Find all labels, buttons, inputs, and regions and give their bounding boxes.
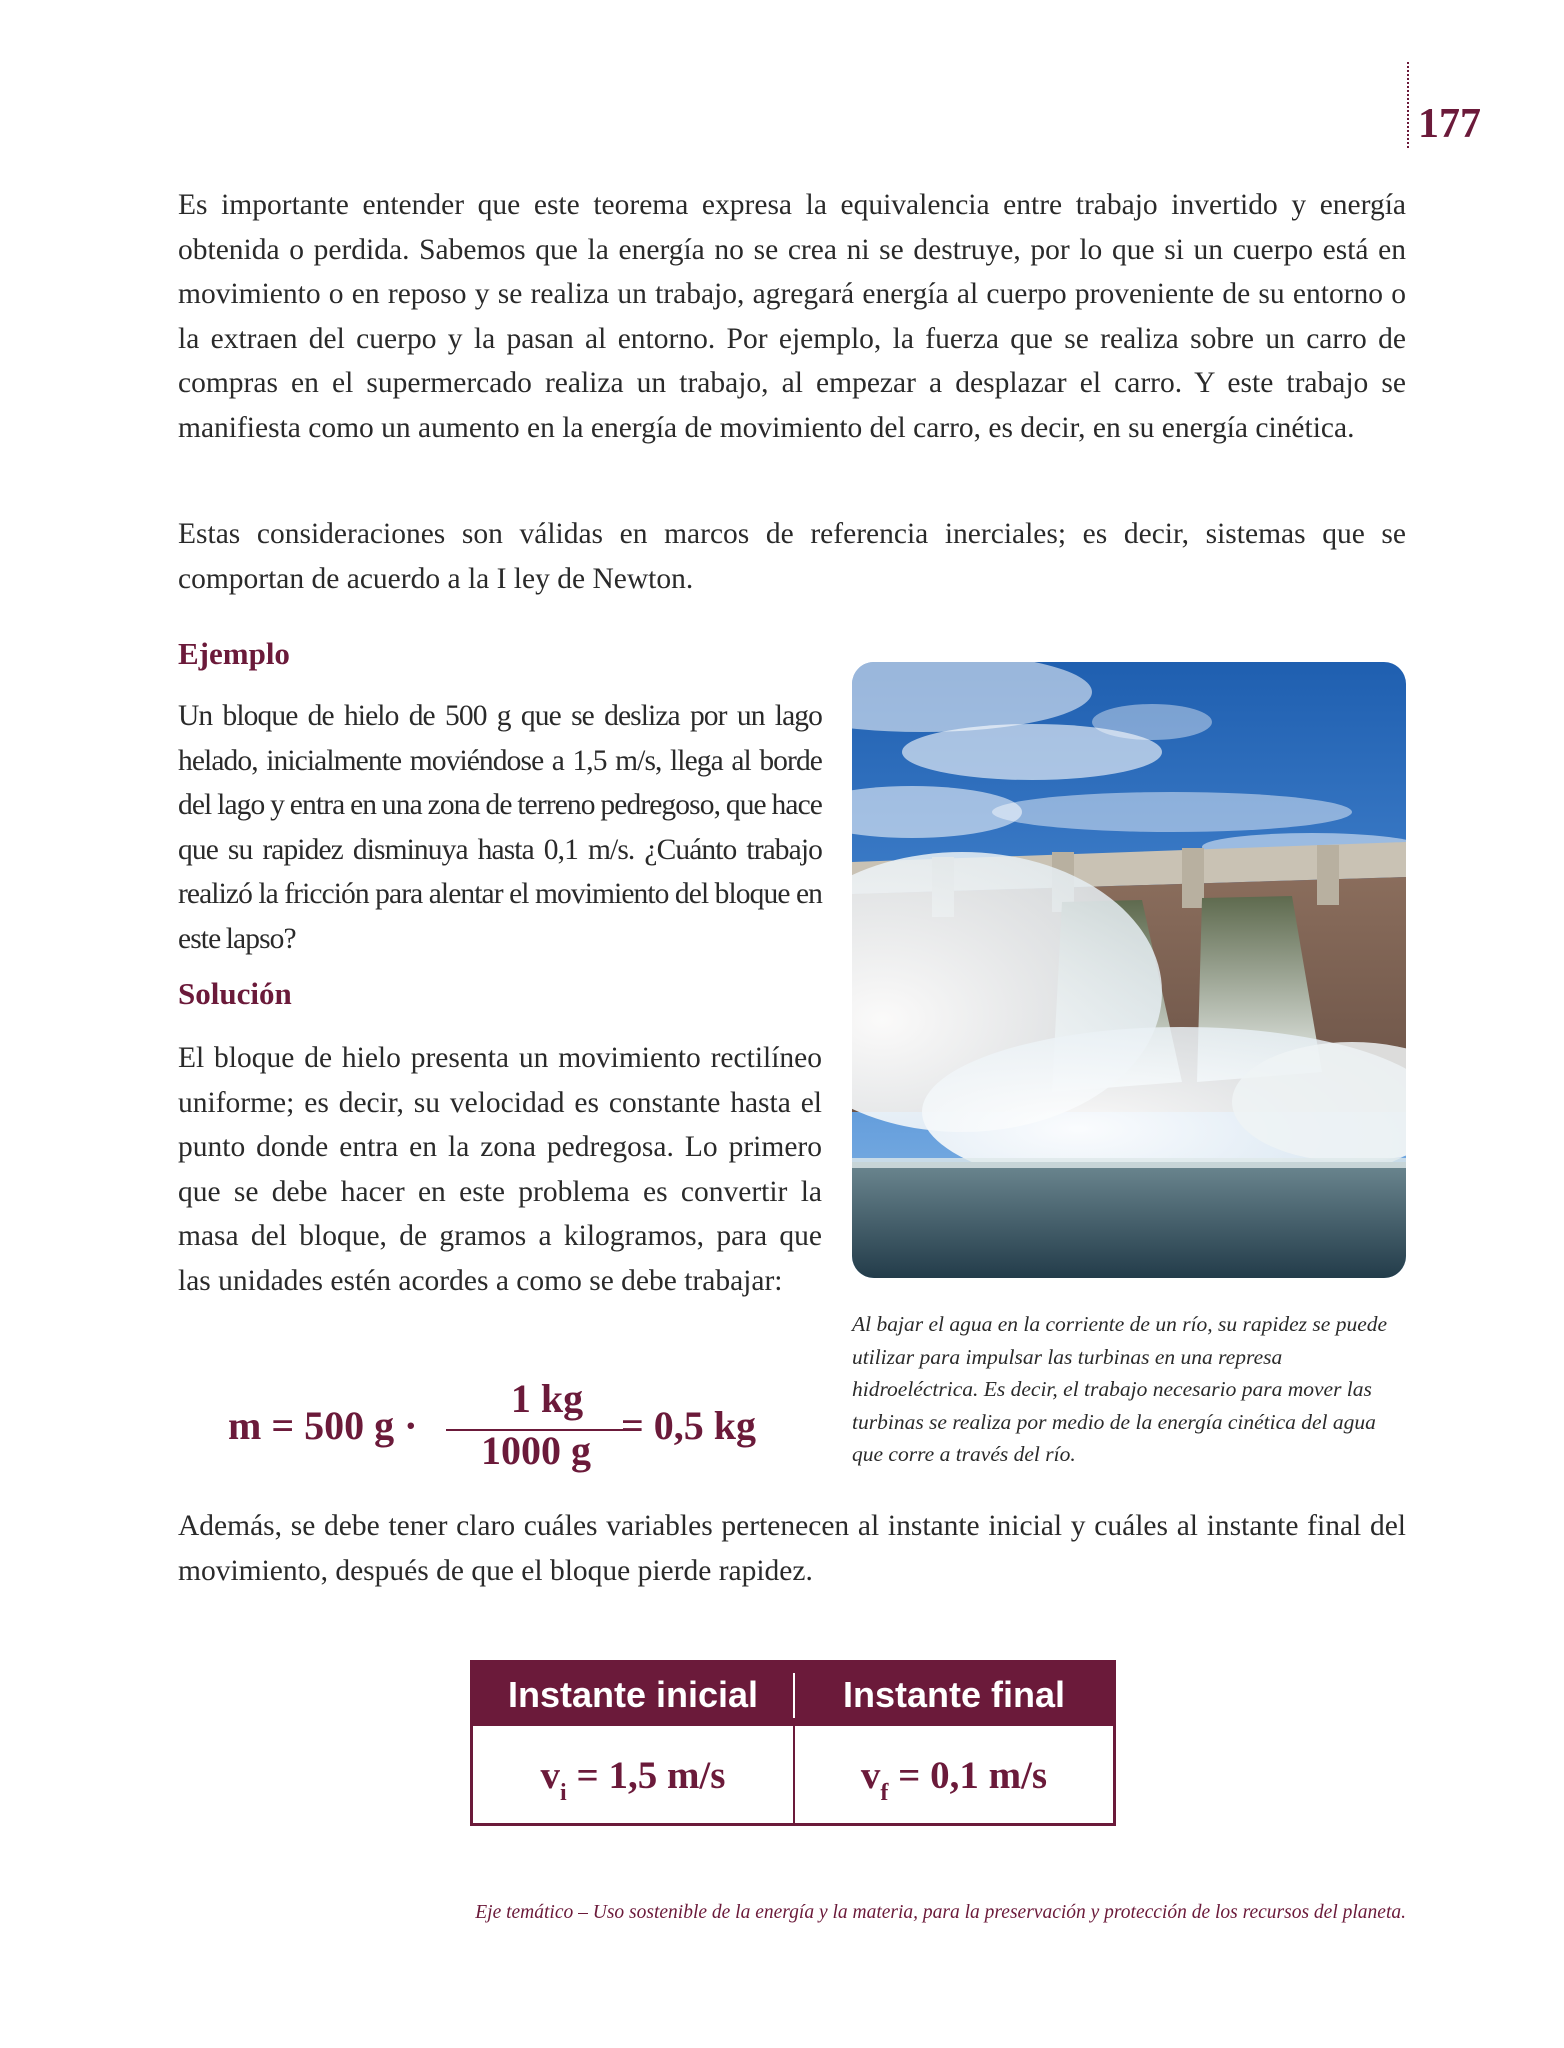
page-number-rule xyxy=(1407,62,1409,148)
intro-paragraph: Es importante entender que este teorema expresa la equivalencia entre trabajo invertido y energía obtenida o perdida. Sabemos que la energía no se crea ni se destruye, por lo que si un cuerpo está en movimiento o en reposo y se realiza un trabajo, agregará energía al cuerpo proveniente de su entorno o la extraen del cuerpo y la pasan al entorno. Por ejemplo, la fuerza que se realiza sobre un carro de compras en el supermercado realiza un trabajo, al empezar a desplazar el carro. Y este trabajo se manifiesta como un aumento en la energía de movimiento del carro, es decir, en su energía cinética. xyxy=(178,189,1406,444)
final-value: = 0,1 m/s xyxy=(898,1754,1048,1797)
mass-conversion-equation xyxy=(228,1375,788,1485)
initial-value: = 1,5 m/s xyxy=(576,1754,726,1797)
final-subscript: f xyxy=(880,1780,889,1806)
velocity-table xyxy=(470,1660,1116,1826)
final-symbol: v xyxy=(860,1754,881,1797)
equation-numerator: 1 kg xyxy=(510,1376,584,1421)
example-heading: Ejemplo xyxy=(178,636,290,671)
photo-caption: Al bajar el agua en la corriente de un río, su rapidez se puede utilizar para impulsar las turbinas en una represa hidroeléctrica. Es decir, el trabajo necesario para mover las turbinas se realiza por medio de la energía cinética del agua que corre a través del río. xyxy=(852,1312,1388,1466)
equation-rhs: = 0,5 kg xyxy=(621,1403,757,1448)
footer-axis: Eje temático – Uso sostenible de la energía y la materia, para la preservación y protección de los recursos del planeta. xyxy=(475,1902,1406,1923)
example-text: Un bloque de hielo de 500 g que se desliza por un lago helado, inicialmente moviéndose a 1,5 m/s, llega al borde del lago y entra en una zona de terreno pedregoso, que hace que su rapidez disminuya hasta 0,1 m/s. ¿Cuánto trabajo realizó la fricción para alentar el movimiento del bloque en este lapso? xyxy=(178,700,822,955)
header-initial: Instante inicial xyxy=(507,1674,759,1715)
cell-final-velocity xyxy=(795,1726,1113,1826)
solution-text: El bloque de hielo presenta un movimiento rectilíneo uniforme; es decir, su velocidad es constante hasta el punto donde entra en la zona pedregosa. Lo primero que se debe hacer en este problema es convertir la masa del bloque, de gramos a kilogramos, para que las unidades estén acordes a como se debe trabajar: xyxy=(178,1042,822,1297)
header-final: Instante final xyxy=(842,1674,1066,1715)
page-number: 177 xyxy=(1418,101,1481,147)
solution-heading: Solución xyxy=(178,976,292,1011)
inertial-frames-paragraph: Estas consideraciones son válidas en marcos de referencia inerciales; es decir, sistemas que se comportan de acuerdo a la I ley de Newton. xyxy=(178,518,1406,595)
initial-subscript: i xyxy=(560,1780,567,1806)
equation-lhs: m = 500 g · xyxy=(228,1403,418,1448)
variables-paragraph: Además, se debe tener claro cuáles variables pertenecen al instante inicial y cuáles al instante final del movimiento, después de que el bloque pierde rapidez. xyxy=(178,1510,1406,1587)
equation-denominator: 1000 g xyxy=(481,1428,591,1473)
dam-photo xyxy=(852,662,1406,1278)
initial-symbol: v xyxy=(540,1754,561,1797)
cell-initial-velocity xyxy=(473,1726,793,1826)
